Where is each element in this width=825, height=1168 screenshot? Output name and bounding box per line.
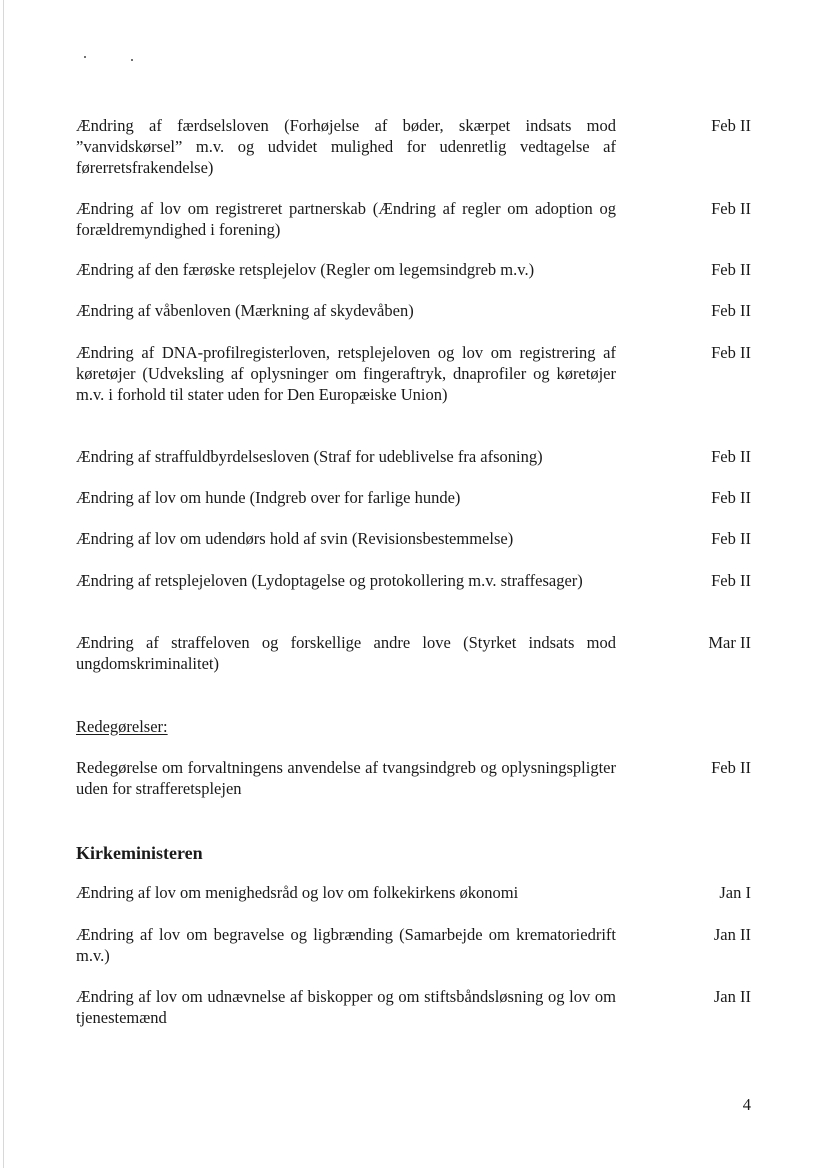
- entry-text: Ændring af straffeloven og forskellige andre love (Styrket indsats mod ungdomskriminalitet): [76, 633, 616, 673]
- entry-date: Feb II: [711, 343, 751, 362]
- scan-speck: [84, 56, 86, 58]
- entry-date: Feb II: [711, 116, 751, 135]
- ministry-heading: Kirkeministeren: [76, 843, 203, 863]
- entry-text: Ændring af våbenloven (Mærkning af skydevåben): [76, 301, 414, 320]
- entry-text: Ændring af lov om udnævnelse af biskopper og om stiftsbåndsløsning og lov om tjenestemænd: [76, 987, 616, 1027]
- section-heading: Redegørelser:: [76, 717, 168, 736]
- entry-text: Ændring af lov om hunde (Indgreb over for farlige hunde): [76, 488, 461, 507]
- scan-speck: [131, 59, 133, 61]
- scan-edge: [3, 0, 4, 1168]
- entry-date: Feb II: [711, 529, 751, 548]
- page-number: 4: [742, 1095, 751, 1114]
- entry-text: Ændring af lov om registreret partnerskab (Ændring af regler om adoption og forældremyndighed i forening): [76, 199, 616, 239]
- entry-date: Feb II: [711, 571, 751, 590]
- entry-text: Ændring af færdselsloven (Forhøjelse af bøder, skærpet indsats mod ”vanvidskørsel” m.v. og udvidet mulighed for udenretlig vedtagelse af førerretsfrakendelse): [76, 116, 616, 177]
- entry-date: Feb II: [711, 488, 751, 507]
- entry-text: Ændring af lov om begravelse og ligbrænding (Samarbejde om krematoriedrift m.v.): [76, 925, 616, 965]
- entry-date: Mar II: [708, 633, 751, 652]
- entry-text: Redegørelse om forvaltningens anvendelse af tvangsindgreb og oplysningspligter uden for strafferetsplejen: [76, 758, 616, 798]
- entry-text: Ændring af lov om udendørs hold af svin (Revisionsbestemmelse): [76, 529, 514, 548]
- entry-date: Feb II: [711, 301, 751, 320]
- entry-text: Ændring af straffuldbyrdelsesloven (Straf for udeblivelse fra afsoning): [76, 447, 543, 466]
- entry-text: Ændring af retsplejeloven (Lydoptagelse og protokollering m.v. straffesager): [76, 571, 583, 590]
- entry-date: Feb II: [711, 758, 751, 777]
- entry-date: Feb II: [711, 260, 751, 279]
- entry-date: Feb II: [711, 199, 751, 218]
- entry-text: Ændring af DNA-profilregisterloven, retsplejeloven og lov om registrering af køretøjer (Udveksling af oplysninger om fingeraftryk, dnaprofiler og køretøjer m.v. i forhold til stater uden for Den Europæiske Union): [76, 343, 616, 404]
- entry-date: Jan II: [713, 987, 751, 1006]
- entry-date: Jan I: [719, 883, 751, 902]
- entry-text: Ændring af lov om menighedsråd og lov om folkekirkens økonomi: [76, 883, 519, 902]
- entry-date: Feb II: [711, 447, 751, 466]
- entry-text: Ændring af den færøske retsplejelov (Regler om legemsindgreb m.v.): [76, 260, 535, 279]
- entry-date: Jan II: [713, 925, 751, 944]
